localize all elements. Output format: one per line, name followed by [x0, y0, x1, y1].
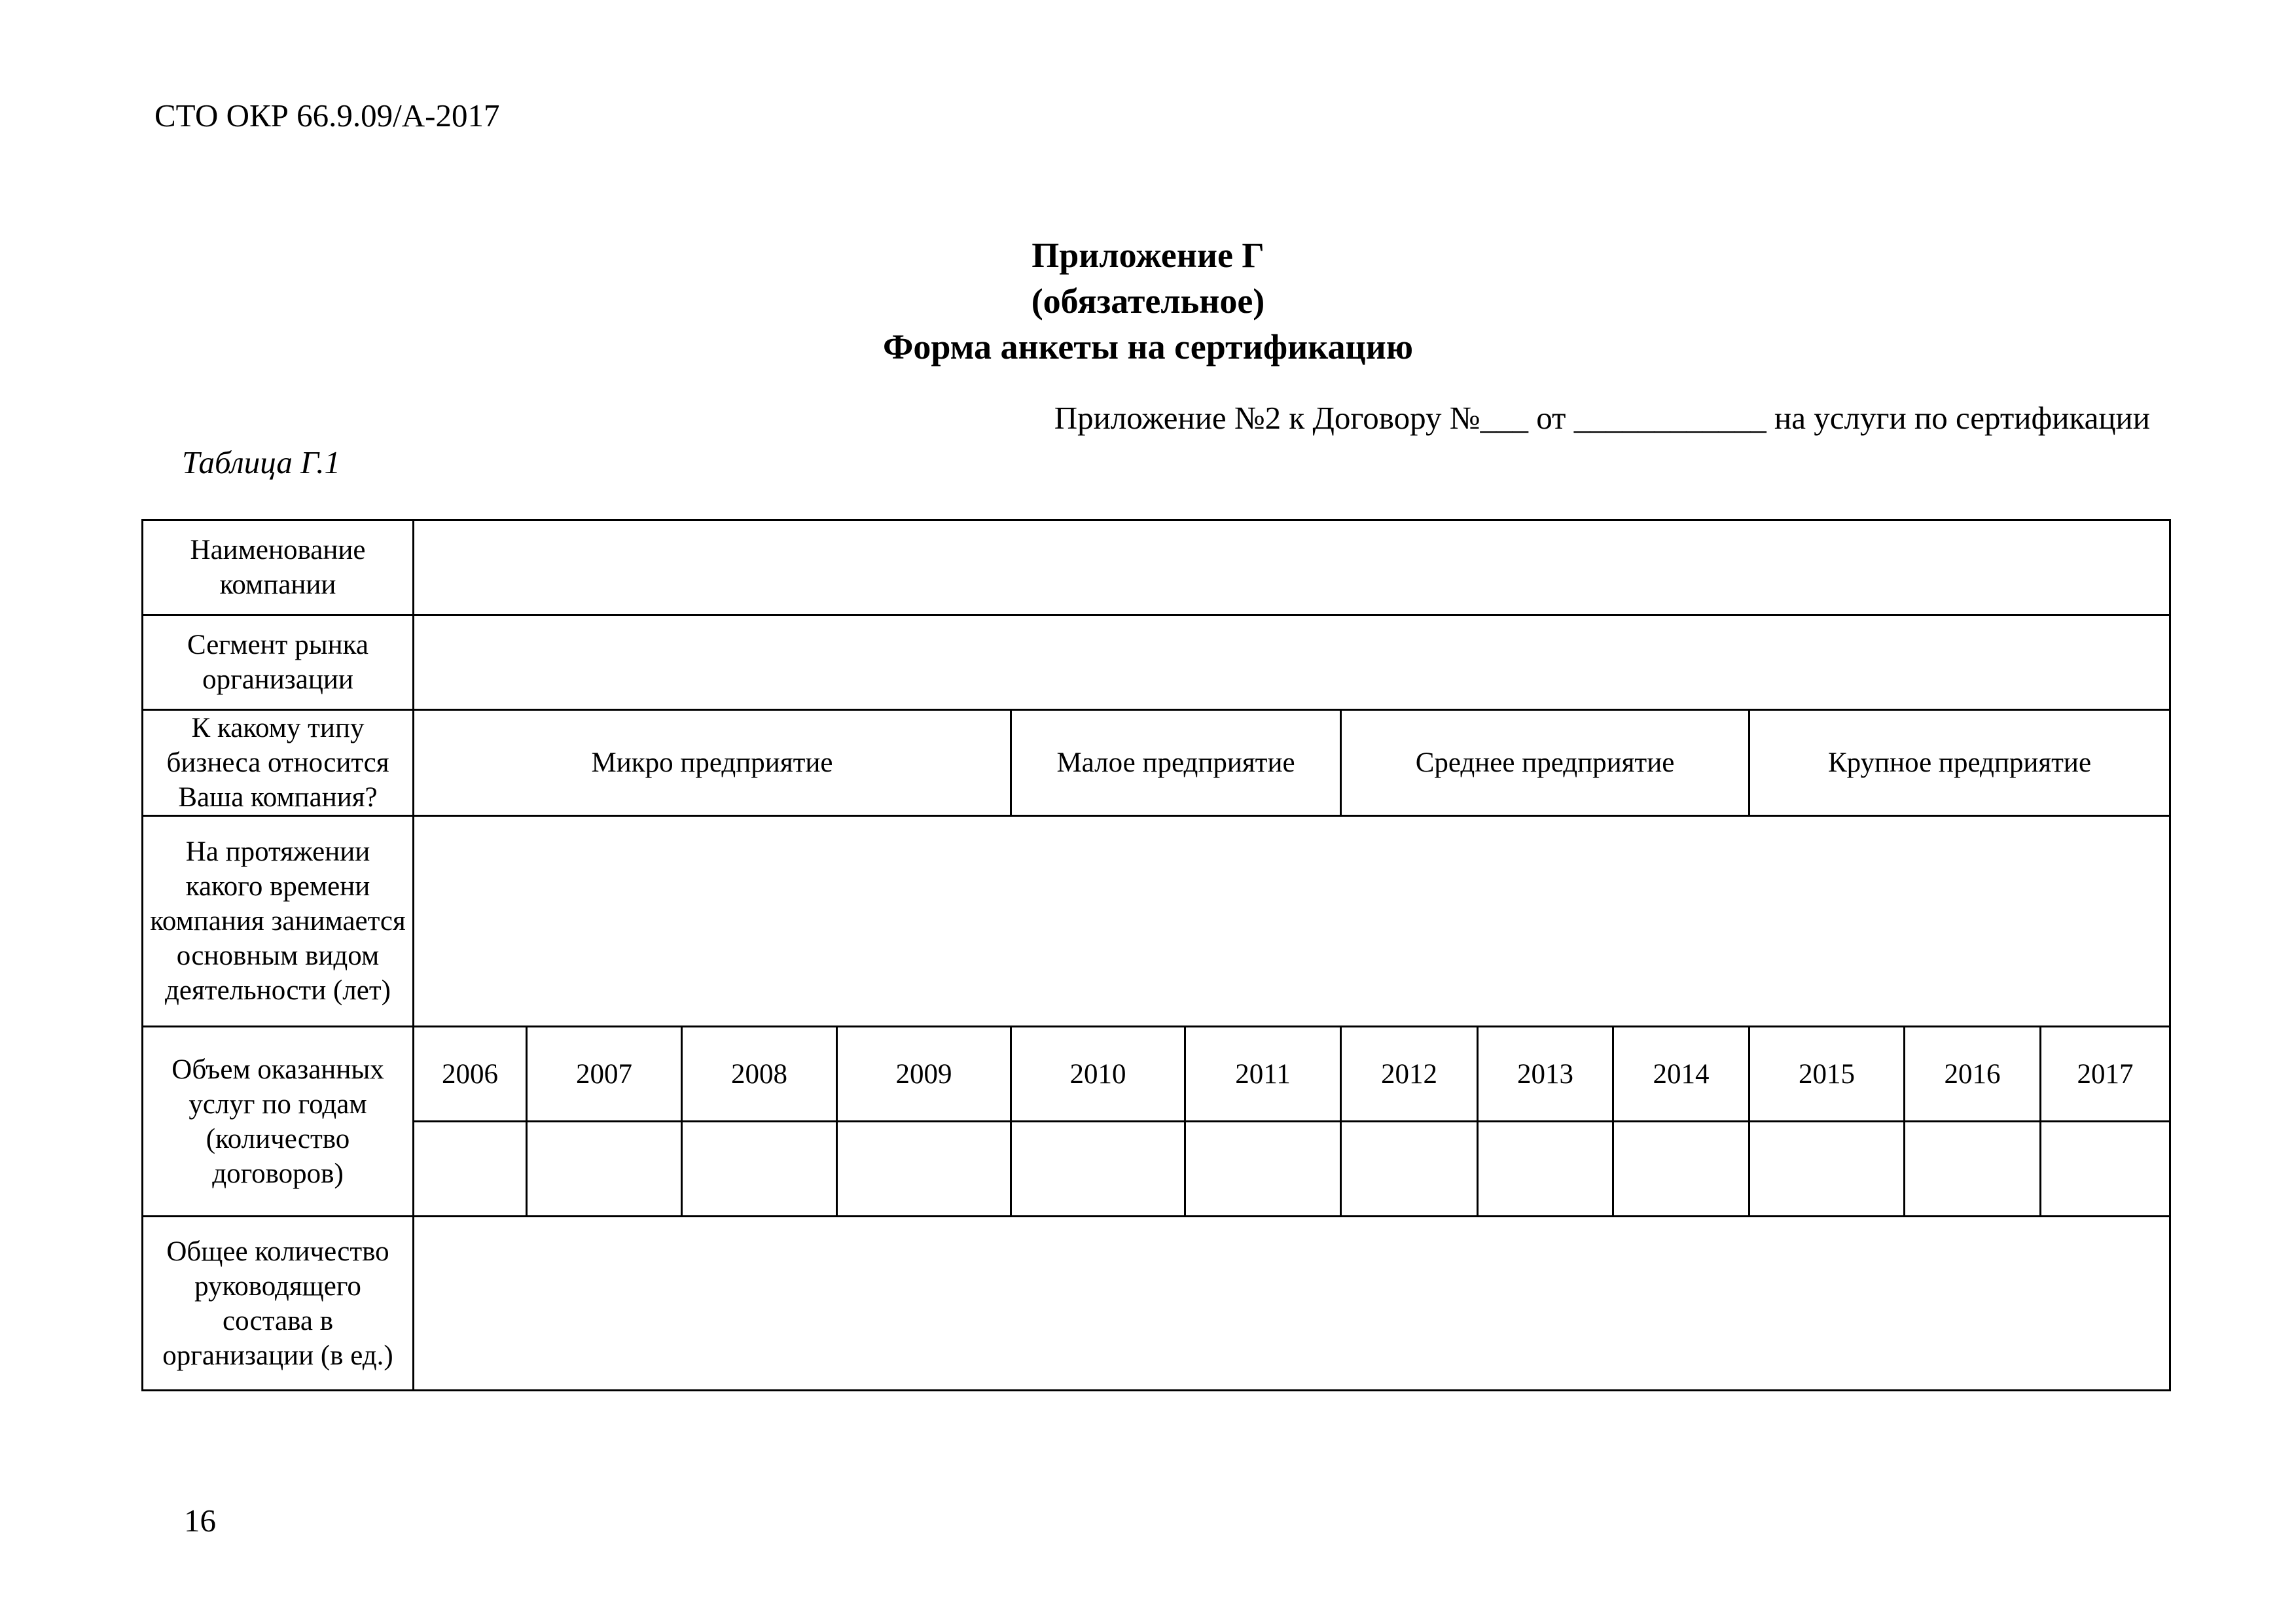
year-value-2016[interactable]: [1905, 1122, 2041, 1217]
table-caption: Таблица Г.1: [182, 444, 341, 480]
year-header-2012: 2012: [1341, 1027, 1478, 1122]
label-market-segment: Сегмент рынка организации: [143, 615, 414, 710]
appendix-title-line1: Приложение Г: [1031, 236, 1265, 275]
table-row: [143, 1217, 2170, 1391]
year-header-2015: 2015: [1749, 1027, 1905, 1122]
year-value-2013[interactable]: [1478, 1122, 1613, 1217]
year-header-2008: 2008: [682, 1027, 837, 1122]
appendix-title: [0, 232, 2296, 370]
option-medium-enterprise[interactable]: Среднее предприятие: [1341, 710, 1749, 816]
year-value-2012[interactable]: [1341, 1122, 1478, 1217]
year-header-2007: 2007: [527, 1027, 682, 1122]
label-business-type: К какому типу бизнеса относится Ваша компания?: [143, 710, 414, 816]
year-value-2010[interactable]: [1011, 1122, 1185, 1217]
contract-date-blank[interactable]: ____________: [1573, 400, 1767, 436]
year-header-2009: 2009: [837, 1027, 1011, 1122]
label-management-count: Общее количество руководящего состава в организации (в ед.): [143, 1217, 414, 1391]
table-row: [143, 816, 2170, 1027]
table-row: [143, 520, 2170, 615]
document-code: СТО ОКР 66.9.09/А-2017: [154, 98, 500, 134]
appendix-title-line3: Форма анкеты на сертификацию: [883, 327, 1413, 366]
year-value-2014[interactable]: [1613, 1122, 1749, 1217]
year-header-2010: 2010: [1011, 1027, 1185, 1122]
table-row: [143, 710, 2170, 816]
field-company-name[interactable]: [414, 520, 2170, 615]
label-services-volume: Объем оказанных услуг по годам (количество договоров): [143, 1027, 414, 1217]
option-micro-enterprise[interactable]: Микро предприятие: [414, 710, 1011, 816]
year-value-2015[interactable]: [1749, 1122, 1905, 1217]
year-value-2017[interactable]: [2041, 1122, 2170, 1217]
year-header-2011: 2011: [1185, 1027, 1341, 1122]
year-value-2006[interactable]: [414, 1122, 527, 1217]
contract-from: от: [1528, 400, 1574, 436]
field-market-segment[interactable]: [414, 615, 2170, 710]
option-small-enterprise[interactable]: Малое предприятие: [1011, 710, 1341, 816]
contract-reference-line: [1054, 399, 2150, 437]
field-management-count[interactable]: [414, 1217, 2170, 1391]
label-company-name: Наименование компании: [143, 520, 414, 615]
year-header-2013: 2013: [1478, 1027, 1613, 1122]
year-value-2009[interactable]: [837, 1122, 1011, 1217]
table-row: [143, 615, 2170, 710]
year-header-2016: 2016: [1905, 1027, 2041, 1122]
contract-suffix: на услуги по сертификации: [1766, 400, 2150, 436]
appendix-title-line2: (обязательное): [1031, 281, 1265, 321]
year-value-2007[interactable]: [527, 1122, 682, 1217]
year-value-2008[interactable]: [682, 1122, 837, 1217]
option-large-enterprise[interactable]: Крупное предприятие: [1749, 710, 2170, 816]
year-header-2017: 2017: [2041, 1027, 2170, 1122]
table-row: [143, 1027, 2170, 1122]
field-years-in-business[interactable]: [414, 816, 2170, 1027]
questionnaire-table: [141, 519, 2171, 1391]
label-years-in-business: На протяжении какого времени компания занимается основным видом деятельности (лет): [143, 816, 414, 1027]
year-header-2014: 2014: [1613, 1027, 1749, 1122]
table-row: [143, 1122, 2170, 1217]
page-number: 16: [184, 1503, 216, 1539]
contract-number-blank[interactable]: ___: [1480, 400, 1528, 436]
contract-prefix: Приложение №2 к Договору №: [1054, 400, 1480, 436]
year-value-2011[interactable]: [1185, 1122, 1341, 1217]
year-header-2006: 2006: [414, 1027, 527, 1122]
